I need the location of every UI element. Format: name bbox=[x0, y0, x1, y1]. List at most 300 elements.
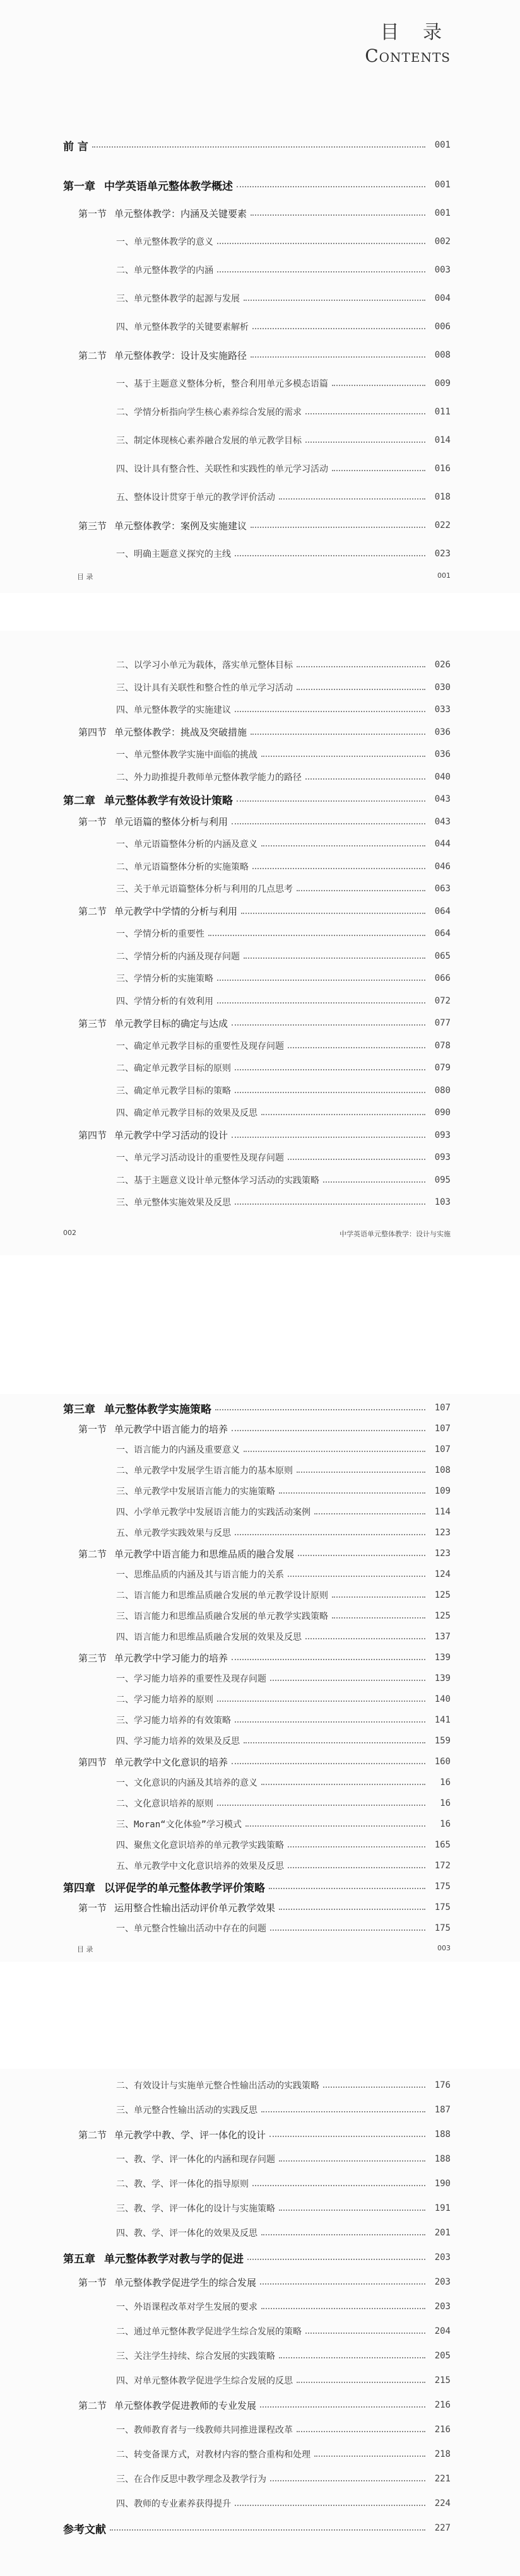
toc-entry-label: 三、确定单元教学目标的策略 bbox=[116, 1086, 231, 1096]
toc-entry-label: 单元教学中学习活动的设计 bbox=[114, 1130, 228, 1141]
dot-leader bbox=[232, 1137, 425, 1138]
toc-item-row[interactable] bbox=[0, 768, 520, 786]
toc-item-row[interactable] bbox=[0, 403, 520, 421]
toc-entry-title bbox=[116, 1174, 319, 1186]
toc-section-row[interactable] bbox=[0, 1127, 520, 1144]
toc-item-row[interactable] bbox=[0, 2495, 520, 2512]
toc-entry-label: 五、单元教学实践效果与反思 bbox=[116, 1528, 231, 1538]
toc-item-row[interactable] bbox=[0, 261, 520, 279]
toc-entry-label: 单元整体教学实施策略 bbox=[104, 1403, 211, 1416]
toc-entry-title bbox=[78, 519, 247, 532]
toc-chapter-row[interactable] bbox=[0, 1399, 520, 1417]
toc-section-row[interactable] bbox=[0, 1420, 520, 1437]
toc-page-number: 159 bbox=[434, 1736, 451, 1746]
section-number: 第四节 bbox=[78, 727, 107, 738]
toc-item-row[interactable] bbox=[0, 858, 520, 875]
dot-leader bbox=[217, 1701, 425, 1702]
dot-leader bbox=[297, 689, 425, 690]
dot-leader bbox=[252, 2185, 425, 2186]
toc-item-row[interactable] bbox=[0, 233, 520, 250]
toc-item-row[interactable] bbox=[0, 290, 520, 307]
toc-entry-title bbox=[116, 1610, 328, 1622]
toc-item-row[interactable] bbox=[0, 1919, 520, 1937]
toc-page-number: 036 bbox=[434, 727, 451, 737]
section-number: 第四节 bbox=[78, 1756, 107, 1768]
toc-entry-title bbox=[116, 1443, 240, 1456]
toc-item-row[interactable] bbox=[0, 1836, 520, 1854]
toc-section-row[interactable] bbox=[0, 1545, 520, 1562]
toc-entry-label: 一、外语课程改革对学生发展的要求 bbox=[116, 2302, 257, 2312]
dot-leader bbox=[232, 823, 425, 824]
toc-entry-label: 单元教学中文化意识的培养 bbox=[114, 1756, 228, 1768]
toc-entry-title bbox=[116, 1776, 257, 1789]
toc-entry-label: 中学英语单元整体教学概述 bbox=[104, 180, 233, 193]
toc-page-number: 043 bbox=[434, 794, 451, 804]
toc-item-row[interactable] bbox=[0, 1794, 520, 1812]
toc-entry-label: 三、在合作反思中教学理念及教学行为 bbox=[116, 2474, 266, 2485]
dot-leader bbox=[270, 2480, 425, 2481]
section-number: 第一节 bbox=[78, 2276, 107, 2288]
toc-page-number: 125 bbox=[434, 1590, 451, 1600]
toc-item-row[interactable] bbox=[0, 1607, 520, 1625]
toc-entry-label: 单元整体教学：内涵及关键要素 bbox=[114, 208, 247, 220]
toc-item-row[interactable] bbox=[0, 1059, 520, 1077]
toc-page-number: 004 bbox=[434, 293, 451, 303]
toc-item-row[interactable] bbox=[0, 679, 520, 696]
toc-entry-title bbox=[116, 1464, 293, 1477]
toc-chapter-row[interactable] bbox=[0, 790, 520, 808]
dot-leader bbox=[261, 1784, 425, 1785]
dot-leader bbox=[235, 1069, 425, 1070]
toc-page-number: 018 bbox=[434, 492, 451, 502]
toc-entry-label: 三、单元教学中发展语言能力的实施策略 bbox=[116, 1487, 275, 1497]
dot-leader bbox=[261, 2111, 425, 2112]
toc-section-row[interactable] bbox=[0, 2396, 520, 2414]
toc-page-number: 107 bbox=[434, 1403, 451, 1413]
toc-item-row[interactable] bbox=[0, 1503, 520, 1521]
toc-entry-label: 二、转变备课方式，对教材内容的整合重构和处理 bbox=[116, 2450, 310, 2460]
toc-entry-title bbox=[116, 320, 249, 333]
toc-item-row[interactable] bbox=[0, 2175, 520, 2193]
page-footer-left: 目 录 bbox=[77, 573, 93, 581]
toc-entry-label: 三、Moran“文化体验”学习模式 bbox=[116, 1820, 242, 1830]
toc-entry-title bbox=[78, 1901, 275, 1914]
toc-entry-label: 一、确定单元教学目标的重要性及现存问题 bbox=[116, 1041, 284, 1051]
toc-item-row[interactable] bbox=[0, 656, 520, 674]
toc-page-number: 109 bbox=[434, 1486, 451, 1496]
toc-item-row[interactable] bbox=[0, 1441, 520, 1458]
toc-entry-label: 单元整体教学：挑战及突破措施 bbox=[114, 727, 247, 738]
toc-page-number: 139 bbox=[434, 1673, 451, 1683]
toc-entry-title bbox=[116, 1196, 231, 1209]
toc-item-row[interactable] bbox=[0, 1461, 520, 1479]
toc-section-row[interactable] bbox=[0, 346, 520, 364]
dot-leader bbox=[260, 2283, 425, 2285]
dot-leader bbox=[235, 1534, 425, 1535]
toc-entry-label: 一、单元整体教学实施中面临的挑战 bbox=[116, 750, 257, 760]
toc-item-row[interactable] bbox=[0, 1815, 520, 1833]
toc-section-row[interactable] bbox=[0, 204, 520, 222]
toc-item-row[interactable] bbox=[0, 969, 520, 987]
toc-section-row[interactable] bbox=[0, 903, 520, 920]
toc-section-row[interactable] bbox=[0, 517, 520, 534]
dot-leader bbox=[217, 980, 425, 981]
toc-entry-label: 四、教师的专业素养获得提升 bbox=[116, 2499, 231, 2509]
toc-item-row[interactable] bbox=[0, 746, 520, 763]
toc-entry-label: 三、教、学、评一体化的设计与实施策略 bbox=[116, 2204, 275, 2214]
toc-item-row[interactable] bbox=[0, 880, 520, 898]
dot-leader bbox=[235, 2505, 425, 2506]
toc-page-number: 036 bbox=[434, 749, 451, 759]
toc-page-number: 139 bbox=[434, 1653, 451, 1663]
toc-entry-title bbox=[78, 1017, 228, 1030]
toc-item-row[interactable] bbox=[0, 2445, 520, 2463]
toc-entry-title bbox=[116, 2497, 231, 2510]
toc-entry-label: 四、对单元整体教学促进学生综合发展的反思 bbox=[116, 2376, 293, 2386]
toc-item-row[interactable] bbox=[0, 1670, 520, 1687]
toc-page-number: 044 bbox=[434, 839, 451, 849]
toc-entry-title bbox=[116, 972, 213, 985]
dot-leader bbox=[244, 957, 425, 959]
toc-item-row[interactable] bbox=[0, 1193, 520, 1211]
page-footer-right: 003 bbox=[437, 1944, 451, 1952]
toc-page-number: 123 bbox=[434, 1528, 451, 1538]
toc-item-row[interactable] bbox=[0, 2150, 520, 2168]
toc-item-row[interactable] bbox=[0, 1711, 520, 1729]
dot-leader bbox=[208, 935, 425, 936]
toc-item-row[interactable] bbox=[0, 1857, 520, 1875]
toc-item-row[interactable] bbox=[0, 1524, 520, 1542]
dot-leader bbox=[297, 2431, 425, 2432]
toc-page-number: 191 bbox=[434, 2203, 451, 2213]
toc-entry-label: 四、聚焦文化意识培养的单元教学实践策略 bbox=[116, 1841, 284, 1851]
dot-leader bbox=[261, 1114, 425, 1115]
toc-entry-label: 四、小学单元教学中发展语言能力的实践活动案例 bbox=[116, 1508, 310, 1518]
toc-item-row[interactable] bbox=[0, 1628, 520, 1646]
dot-leader bbox=[237, 186, 425, 187]
toc-section-row[interactable] bbox=[0, 1649, 520, 1666]
toc-item-row[interactable] bbox=[0, 1482, 520, 1500]
toc-page-number: 16 bbox=[440, 1798, 451, 1808]
toc-item-row[interactable] bbox=[0, 1732, 520, 1750]
toc-entry-label: 二、外力助推提升教师单元整体教学能力的路径 bbox=[116, 772, 302, 783]
toc-entry-title bbox=[116, 2177, 249, 2190]
toc-page-number: 188 bbox=[434, 2154, 451, 2164]
toc-entry-label: 一、教师教育者与一线教师共同推进课程改革 bbox=[116, 2425, 293, 2435]
toc-page-number: 114 bbox=[434, 1507, 451, 1517]
toc-page-number: 125 bbox=[434, 1611, 451, 1621]
toc-entry-title bbox=[116, 2079, 319, 2092]
dot-leader bbox=[232, 1024, 425, 1026]
toc-item-row[interactable] bbox=[0, 1690, 520, 1708]
toc-entry-label: 一、单元学习活动设计的重要性及现存问题 bbox=[116, 1153, 284, 1163]
toc-item-row[interactable] bbox=[0, 925, 520, 942]
toc-entry-label: 四、确定单元教学目标的效果及反思 bbox=[116, 1108, 257, 1118]
toc-page-number: 040 bbox=[434, 771, 451, 782]
toc-page-number: 218 bbox=[434, 2449, 451, 2459]
toc-entry-title bbox=[78, 1651, 228, 1665]
toc-entry-label: 单元整体教学对教与学的促进 bbox=[104, 2252, 244, 2266]
toc-page-number: 172 bbox=[434, 1861, 451, 1871]
toc-chapter-row[interactable] bbox=[0, 2249, 520, 2266]
toc-item-row[interactable] bbox=[0, 2372, 520, 2389]
toc-page-number: 093 bbox=[434, 1152, 451, 1162]
toc-entry-title bbox=[116, 2300, 257, 2313]
toc-entry-title bbox=[116, 927, 204, 940]
dot-leader bbox=[261, 845, 425, 846]
toc-section-row[interactable] bbox=[0, 1014, 520, 1032]
toc-page-number: 107 bbox=[434, 1424, 451, 1434]
toc-page-2 bbox=[0, 631, 520, 1255]
toc-item-row[interactable] bbox=[0, 2199, 520, 2217]
toc-section-row[interactable] bbox=[0, 723, 520, 741]
toc-item-row[interactable] bbox=[0, 460, 520, 477]
toc-entry-title bbox=[116, 2374, 293, 2387]
toc-chapter-row[interactable] bbox=[0, 176, 520, 194]
toc-page-number: 006 bbox=[434, 322, 451, 332]
toc-section-row[interactable] bbox=[0, 813, 520, 831]
chapter-number: 第三章 bbox=[63, 1403, 95, 1416]
toc-page-3 bbox=[0, 1394, 520, 1962]
toc-entry-title bbox=[78, 1128, 228, 1142]
toc-entry-title bbox=[116, 434, 302, 447]
dot-leader bbox=[260, 2406, 425, 2408]
toc-entry-label: 二、教、学、评一体化的指导原则 bbox=[116, 2179, 249, 2189]
toc-entry-label: 二、语言能力和思维品质融合发展的单元教学设计原则 bbox=[116, 1591, 328, 1601]
toc-entry-title bbox=[116, 703, 231, 716]
toc-page-number: 137 bbox=[434, 1632, 451, 1642]
page-footer-left: 002 bbox=[63, 1229, 76, 1237]
toc-entry-label: 二、学情分析的内涵及现存问题 bbox=[116, 951, 240, 962]
toc-entry-label: 单元整体教学促进学生的综合发展 bbox=[114, 2276, 257, 2288]
toc-entry-title bbox=[116, 2153, 275, 2165]
toc-item-row[interactable] bbox=[0, 1149, 520, 1166]
toc-entry-title bbox=[116, 1630, 302, 1643]
toc-entry-label: 二、单元教学中发展学生语言能力的基本原则 bbox=[116, 1466, 293, 1476]
toc-entry-title bbox=[63, 177, 233, 193]
toc-page-number: 090 bbox=[434, 1108, 451, 1118]
dot-leader bbox=[297, 666, 425, 667]
toc-entry-label: 一、单元整合性输出活动中存在的问题 bbox=[116, 1924, 266, 1934]
dot-leader bbox=[332, 1596, 425, 1598]
dot-leader bbox=[251, 734, 425, 735]
toc-entry-title bbox=[116, 292, 240, 305]
toc-entry-label: 三、制定体现核心素养融合发展的单元教学目标 bbox=[116, 436, 302, 446]
toc-item-row[interactable] bbox=[0, 701, 520, 718]
toc-item-row[interactable] bbox=[0, 545, 520, 563]
toc-entry-title bbox=[78, 2128, 266, 2141]
toc-entry-title bbox=[78, 349, 247, 362]
toc-entry-title bbox=[78, 725, 247, 739]
toc-entry-label: 单元教学中学习能力的培养 bbox=[114, 1652, 228, 1664]
toc-chapter-row[interactable] bbox=[0, 2519, 520, 2537]
toc-entry-label: 一、文化意识的内涵及其培养的意义 bbox=[116, 1778, 257, 1788]
toc-item-row[interactable] bbox=[0, 318, 520, 336]
dot-leader bbox=[232, 1763, 425, 1764]
dot-leader bbox=[261, 2234, 425, 2235]
toc-section-row[interactable] bbox=[0, 2126, 520, 2143]
section-number: 第二节 bbox=[78, 2129, 107, 2141]
toc-page-number: 033 bbox=[434, 705, 451, 715]
dot-leader bbox=[297, 890, 425, 891]
toc-page-number: 140 bbox=[434, 1694, 451, 1704]
toc-page-number: 224 bbox=[434, 2498, 451, 2509]
toc-item-row[interactable] bbox=[0, 1586, 520, 1604]
section-number: 第二节 bbox=[78, 1548, 107, 1560]
toc-item-row[interactable] bbox=[0, 2101, 520, 2119]
toc-page-number: 014 bbox=[434, 435, 451, 445]
toc-entry-title bbox=[116, 659, 293, 671]
toc-item-row[interactable] bbox=[0, 2076, 520, 2094]
toc-item-row[interactable] bbox=[0, 835, 520, 853]
toc-page-number: 188 bbox=[434, 2129, 451, 2140]
toc-entry-label: 四、学习能力培养的效果及反思 bbox=[116, 1736, 240, 1747]
chapter-number: 第二章 bbox=[63, 794, 95, 807]
toc-item-row[interactable] bbox=[0, 1566, 520, 1583]
toc-page-number: 176 bbox=[434, 2080, 451, 2090]
toc-chapter-row[interactable] bbox=[0, 1878, 520, 1895]
section-number: 第二节 bbox=[78, 906, 107, 917]
toc-entry-title bbox=[116, 950, 240, 963]
section-number: 第一节 bbox=[78, 208, 107, 220]
toc-entry-label: 四、单元整体教学的关键要素解析 bbox=[116, 322, 249, 332]
toc-entry-title bbox=[116, 547, 231, 560]
toc-item-row[interactable] bbox=[0, 1037, 520, 1055]
dot-leader bbox=[251, 527, 425, 528]
dot-leader bbox=[232, 1430, 425, 1431]
toc-page-number: 141 bbox=[434, 1715, 451, 1725]
dot-leader bbox=[279, 1909, 425, 1910]
toc-entry-label: 三、语言能力和思维品质融合发展的单元教学实践策略 bbox=[116, 1612, 328, 1622]
toc-page-number: 011 bbox=[434, 407, 451, 417]
toc-entry-label: 三、关注学生持续、综合发展的实践策略 bbox=[116, 2351, 275, 2362]
toc-item-row[interactable] bbox=[0, 1104, 520, 1121]
toc-item-row[interactable] bbox=[0, 2322, 520, 2340]
toc-item-row[interactable] bbox=[0, 375, 520, 392]
toc-item-row[interactable] bbox=[0, 947, 520, 965]
toc-item-row[interactable] bbox=[0, 2347, 520, 2365]
dot-leader bbox=[270, 1929, 425, 1931]
toc-item-row[interactable] bbox=[0, 992, 520, 1010]
dot-leader bbox=[305, 442, 425, 443]
dot-leader bbox=[252, 868, 425, 869]
toc-page-number: 066 bbox=[434, 973, 451, 983]
toc-item-row[interactable] bbox=[0, 1082, 520, 1099]
toc-title-zh: 目 录 bbox=[380, 21, 451, 44]
toc-page-number: 227 bbox=[434, 2523, 451, 2533]
dot-leader bbox=[279, 498, 425, 500]
toc-entry-label: 二、文化意识培养的原则 bbox=[116, 1799, 213, 1809]
toc-entry-title bbox=[63, 1400, 211, 1416]
dot-leader bbox=[232, 1659, 425, 1660]
toc-page-number: 123 bbox=[434, 1549, 451, 1559]
toc-page-number: 093 bbox=[434, 1130, 451, 1140]
toc-page-number: 165 bbox=[434, 1840, 451, 1850]
toc-entry-title bbox=[116, 1568, 284, 1581]
toc-item-row[interactable] bbox=[0, 2298, 520, 2315]
toc-entry-label: 三、单元整合性输出活动的实践反思 bbox=[116, 2105, 257, 2116]
toc-page-number: 001 bbox=[434, 208, 451, 218]
toc-item-row[interactable] bbox=[0, 1171, 520, 1189]
toc-entry-title bbox=[116, 1735, 240, 1747]
toc-page-number: 001 bbox=[434, 180, 451, 190]
dot-leader bbox=[332, 470, 425, 471]
toc-entry-title bbox=[116, 1672, 266, 1685]
toc-page-number: 16 bbox=[440, 1777, 451, 1788]
toc-entry-label: 单元语篇的整体分析与利用 bbox=[114, 816, 228, 828]
toc-entry-title bbox=[63, 2520, 106, 2536]
dot-leader bbox=[110, 2529, 425, 2531]
dot-leader bbox=[269, 1888, 425, 1889]
toc-entry-label: 一、教、学、评一体化的内涵和现存问题 bbox=[116, 2155, 275, 2165]
toc-entry-label: 二、确定单元教学目标的原则 bbox=[116, 1063, 231, 1074]
toc-entry-label: 二、有效设计与实施单元整合性输出活动的实践策略 bbox=[116, 2081, 319, 2091]
toc-item-row[interactable] bbox=[0, 2470, 520, 2488]
toc-entry-label: 单元整体教学：设计及实施路径 bbox=[114, 349, 247, 361]
toc-page-4 bbox=[0, 2069, 520, 2576]
dot-leader bbox=[298, 1555, 425, 1556]
toc-entry-title bbox=[116, 2227, 257, 2239]
toc-item-row[interactable] bbox=[0, 488, 520, 506]
toc-entry-title bbox=[116, 462, 328, 475]
toc-entry-title bbox=[116, 2350, 275, 2362]
toc-title-en: Contents bbox=[365, 45, 451, 66]
toc-entry-title bbox=[116, 1922, 266, 1935]
toc-entry-title bbox=[78, 815, 228, 828]
dot-leader bbox=[279, 2357, 425, 2358]
toc-item-row[interactable] bbox=[0, 2421, 520, 2438]
section-number: 第三节 bbox=[78, 1017, 107, 1029]
page-footer-right: 001 bbox=[437, 571, 451, 580]
toc-page-number: 203 bbox=[434, 2302, 451, 2312]
dot-leader bbox=[235, 711, 425, 712]
dot-leader bbox=[305, 413, 425, 414]
toc-entry-title bbox=[116, 1106, 257, 1119]
toc-page-number: 079 bbox=[434, 1063, 451, 1073]
toc-page-number: 216 bbox=[434, 2425, 451, 2435]
toc-item-row[interactable] bbox=[0, 431, 520, 449]
dot-leader bbox=[314, 2456, 425, 2457]
dot-leader bbox=[244, 300, 425, 301]
toc-page-number: 107 bbox=[434, 1444, 451, 1455]
toc-entry-label: 四、教、学、评一体化的效果及反思 bbox=[116, 2228, 257, 2239]
toc-entry-label: 一、单元整体教学的意义 bbox=[116, 237, 213, 247]
section-number: 第二节 bbox=[78, 349, 107, 361]
section-number: 第二节 bbox=[78, 2399, 107, 2411]
dot-leader bbox=[251, 214, 425, 216]
toc-entry-title bbox=[116, 681, 293, 694]
toc-item-row[interactable] bbox=[0, 2224, 520, 2242]
toc-header bbox=[365, 16, 451, 66]
dot-leader bbox=[305, 2333, 425, 2334]
toc-page-number: 108 bbox=[434, 1465, 451, 1475]
toc-chapter-row[interactable] bbox=[0, 136, 520, 154]
dot-leader bbox=[215, 1409, 425, 1410]
section-number: 第一节 bbox=[78, 816, 107, 828]
toc-page-number: 203 bbox=[434, 2277, 451, 2287]
toc-entry-title bbox=[116, 1506, 310, 1518]
toc-page-number: 201 bbox=[434, 2228, 451, 2238]
toc-entry-title bbox=[116, 771, 302, 783]
toc-page-number: 022 bbox=[434, 520, 451, 530]
toc-item-row[interactable] bbox=[0, 1774, 520, 1791]
toc-section-row[interactable] bbox=[0, 1899, 520, 1916]
dot-leader bbox=[314, 1513, 425, 1514]
toc-section-row[interactable] bbox=[0, 1753, 520, 1771]
toc-entry-title bbox=[116, 1084, 231, 1097]
toc-section-row[interactable] bbox=[0, 2273, 520, 2291]
toc-entry-title bbox=[116, 491, 275, 503]
